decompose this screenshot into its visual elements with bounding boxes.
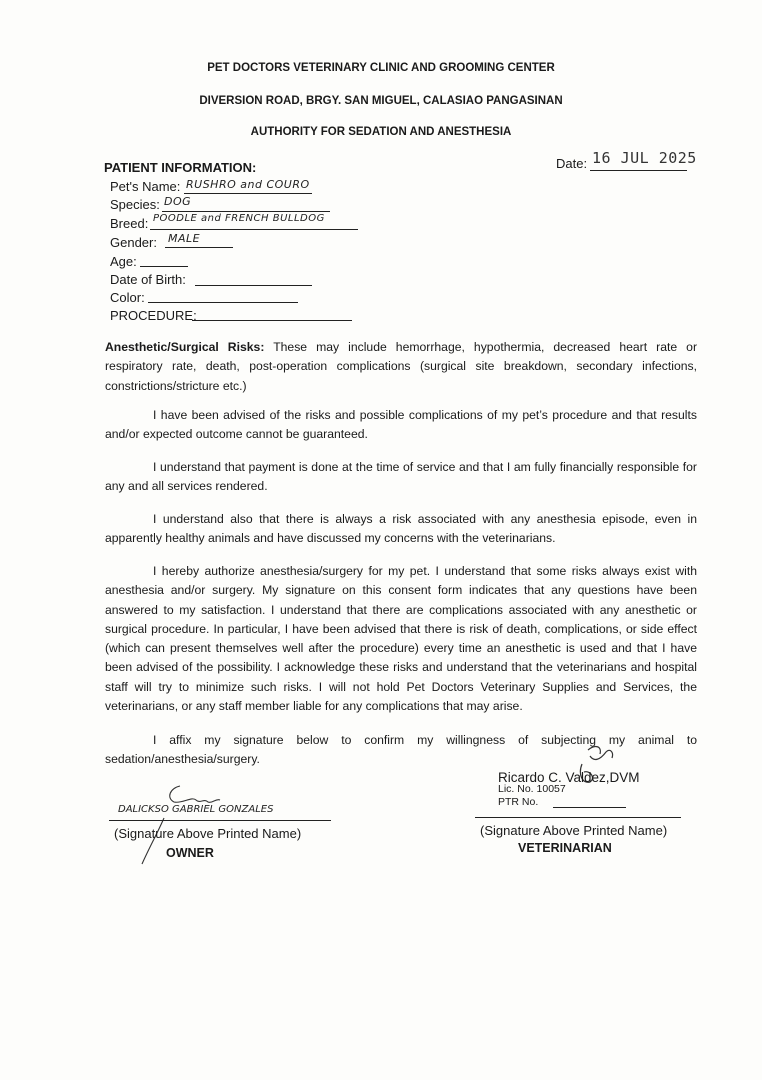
owner-role: OWNER <box>166 846 214 860</box>
age-label: Age: <box>110 254 137 269</box>
patient-info-title: PATIENT INFORMATION: <box>104 160 257 175</box>
risks-paragraph <box>105 338 697 396</box>
dob-line <box>195 285 312 286</box>
breed-label: Breed: <box>110 216 149 231</box>
paragraph-affix-signature: I affix my signature below to confirm my willingness of subjecting my animal to sedation/anesthesia/surgery. <box>105 733 697 767</box>
species-value: DOG <box>164 195 192 208</box>
breed-line <box>150 229 358 230</box>
procedure-label: PROCEDURE: <box>110 308 197 323</box>
form-title: AUTHORITY FOR SEDATION AND ANESTHESIA <box>250 126 512 138</box>
date-line <box>590 170 687 171</box>
age-line <box>140 266 188 267</box>
pets-name-line <box>184 193 312 194</box>
date-stamp: 16 JUL 2025 <box>592 149 697 167</box>
species-line <box>162 211 330 212</box>
date-label: Date: <box>556 156 588 171</box>
paragraph-risk-anesthesia: I understand also that there is always a risk associated with any anesthesia episode, even in apparently healthy animals and have discussed my concerns with the veterinarians. <box>105 512 697 546</box>
ptr-line <box>553 807 626 808</box>
owner-signature-caption: (Signature Above Printed Name) <box>114 826 302 841</box>
vet-role: VETERINARIAN <box>518 841 612 855</box>
species-label: Species: <box>110 197 160 212</box>
clinic-address: DIVERSION ROAD, BRGY. SAN MIGUEL, CALASIAO PANGASINAN <box>199 95 563 107</box>
paragraph-advised: I have been advised of the risks and possible complications of my pet’s procedure and that results and/or expected outcome cannot be guaranteed. <box>105 408 697 442</box>
color-line <box>148 302 298 303</box>
vet-signature-line <box>475 817 681 818</box>
gender-label: Gender: <box>110 235 157 250</box>
pets-name-value: RUSHRO and COURO <box>186 178 310 191</box>
color-label: Color: <box>110 290 145 305</box>
license-number: Lic. No. 10057 <box>498 783 566 795</box>
pets-name-label: Pet's Name: <box>110 179 181 194</box>
risks-text: These may include hemorrhage, hypothermia, decreased heart rate or respiratory rate, death, post-operation complications (surgical site breakdown, secondary infections, constrictions/stricture etc.) <box>105 340 698 393</box>
paragraph-payment: I understand that payment is done at the time of service and that I am fully financially responsible for any and all services rendered. <box>105 460 697 494</box>
veterinarian-name: Ricardo C. Valdez,DVM <box>498 770 640 785</box>
gender-line <box>165 247 233 248</box>
risks-title: Anesthetic/Surgical Risks: <box>105 340 265 354</box>
dob-label: Date of Birth: <box>110 272 186 287</box>
ptr-label: PTR No. <box>498 796 539 808</box>
paragraph-authorize: I hereby authorize anesthesia/surgery for my pet. I understand that some risks always exist with anesthesia and/or surgery. My signature on this consent form indicates that any questions have been answered to my satisfaction. I understand that there are complications associated with any anesthetic or surgical procedure. In particular, I have been advised that there is risk of death, complications, or side effect (which can present themselves well after the procedure) every time an anesthetic is used and that I have been advised of the possibility. I acknowledge these risks and understand that the veterinarians and hospital staff will try to minimize such risks. I will not hold Pet Doctors Veterinary Supplies and Services, the veterinarians, or any staff member liable for any complications that may arise. <box>105 564 697 714</box>
clinic-name: PET DOCTORS VETERINARY CLINIC AND GROOMING CENTER <box>207 62 555 74</box>
owner-signature-line <box>109 820 331 821</box>
vet-signature-caption: (Signature Above Printed Name) <box>480 823 668 838</box>
procedure-line <box>192 320 352 321</box>
gender-value: MALE <box>168 232 201 245</box>
breed-value: POODLE and FRENCH BULLDOG <box>153 213 325 224</box>
owner-printed-name: DALICKSO GABRIEL GONZALES <box>118 804 274 815</box>
